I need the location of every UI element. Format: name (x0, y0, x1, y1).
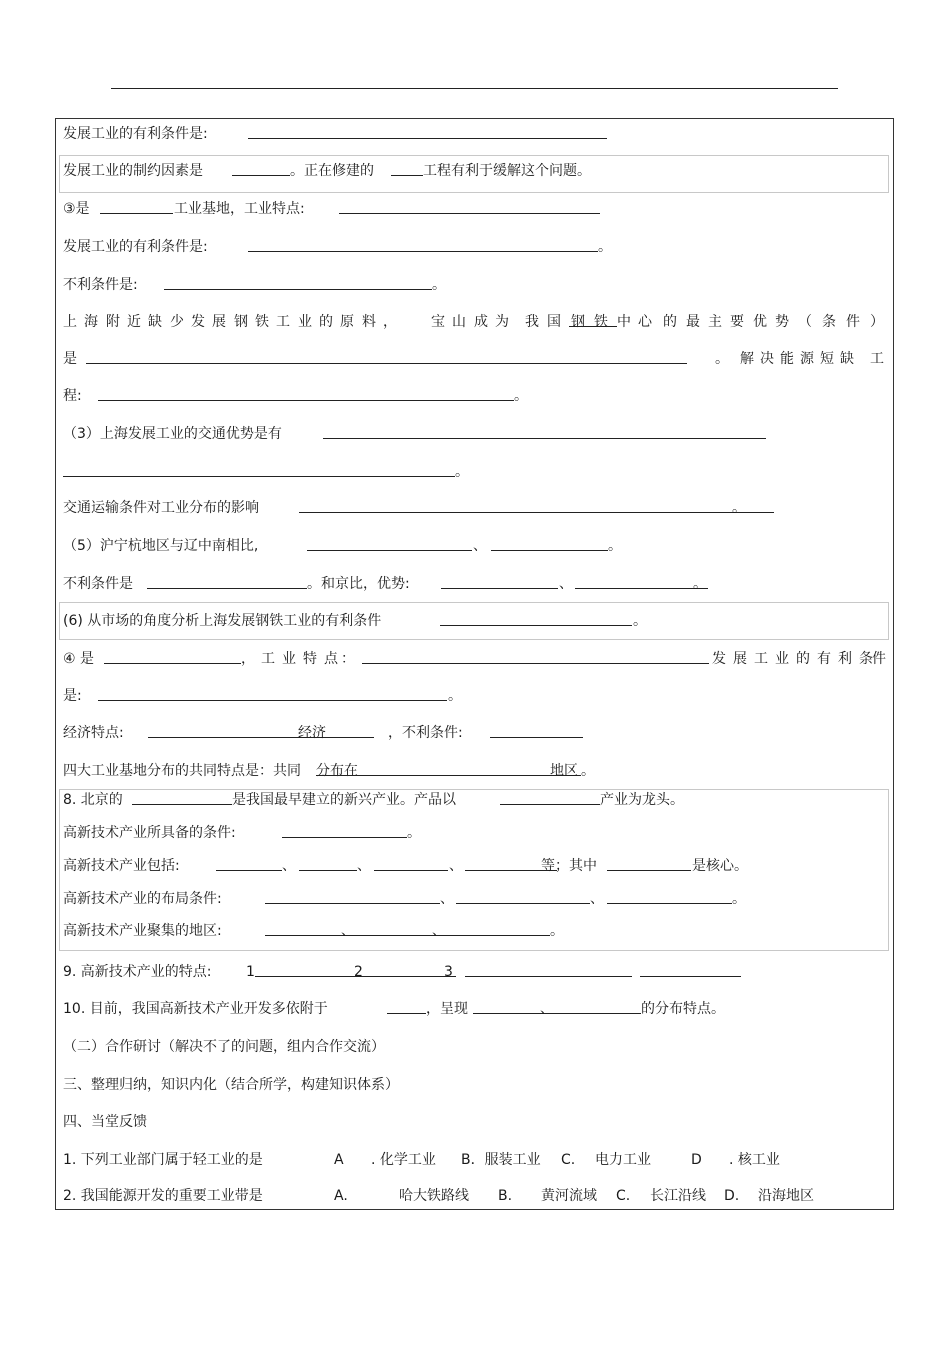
blank[interactable] (148, 723, 374, 738)
label: 。 (693, 576, 707, 592)
char: 心 (638, 314, 652, 330)
blank[interactable] (607, 889, 732, 904)
label: （3）上海发展工业的交通优势是有 (63, 426, 282, 442)
char: 发 (712, 651, 726, 667)
label: 高新技术产业包括: (63, 858, 180, 874)
label: 。 (598, 239, 612, 255)
char: 的 (663, 314, 677, 330)
row-18 (63, 761, 886, 781)
blank[interactable] (132, 790, 232, 805)
blank[interactable] (316, 761, 581, 776)
row-7 (63, 349, 886, 369)
char: 成 (474, 314, 488, 330)
char: 钢 (234, 314, 248, 330)
label: 等；其中 (541, 858, 597, 874)
char: 点 (324, 651, 338, 667)
blank[interactable] (86, 349, 687, 364)
blank[interactable] (307, 536, 472, 551)
blank[interactable] (387, 999, 426, 1014)
char: ： (341, 651, 355, 667)
row-16 (63, 686, 886, 706)
row-1 (63, 124, 886, 144)
blank[interactable] (265, 889, 440, 904)
blank[interactable] (440, 611, 632, 626)
blank[interactable] (490, 723, 583, 738)
char: ） (870, 314, 884, 330)
label: 不利条件是: (63, 277, 138, 293)
blank[interactable] (339, 199, 600, 214)
label: 产业为龙头。 (600, 792, 684, 808)
blank[interactable] (323, 424, 766, 439)
char: 铁 (255, 314, 269, 330)
char: 业 (775, 651, 789, 667)
option-a-letter[interactable]: A. (334, 1188, 348, 1204)
label: 分布在 (316, 763, 358, 779)
label: 8. 北京的 (63, 792, 123, 808)
label: 9. 高新技术产业的特点: (63, 964, 212, 980)
blank[interactable] (248, 124, 607, 139)
char: 短 (820, 351, 834, 367)
row-11 (63, 498, 886, 518)
label: 。 (448, 688, 462, 704)
blank[interactable] (104, 649, 241, 664)
option-a-text[interactable]: 哈大铁路线 (399, 1188, 469, 1204)
row-8 (63, 386, 886, 406)
label: 。 (581, 763, 595, 779)
label: 。 (514, 388, 528, 404)
label: 三、整理归纳，知识内化（结合所学，构建知识体系） (63, 1077, 399, 1093)
char: 业 (298, 314, 312, 330)
blank[interactable] (232, 161, 290, 176)
option-b[interactable]: B．服装工业 (461, 1152, 541, 1168)
label: 高新技术产业的布局条件: (63, 891, 222, 907)
label: 地区 (550, 763, 578, 779)
blank[interactable] (248, 237, 598, 252)
label: 。 (608, 538, 622, 554)
row-5 (63, 275, 886, 295)
row-10 (63, 462, 886, 482)
label: 、 (540, 1001, 554, 1017)
char: 条 (822, 314, 836, 330)
char: 工 (754, 651, 768, 667)
blank[interactable] (391, 161, 423, 176)
char: 上 (63, 314, 77, 330)
label: ，呈现 (426, 1001, 468, 1017)
label: 工业基地，工业特点: (174, 201, 305, 217)
blank[interactable] (265, 921, 550, 936)
option-b-letter[interactable]: B. (498, 1188, 513, 1204)
label: 高新技术产业所具备的条件: (63, 825, 236, 841)
char: 的 (319, 314, 333, 330)
row-27 (63, 1075, 886, 1095)
blank[interactable] (500, 790, 600, 805)
blank[interactable] (465, 962, 632, 977)
char: 附 (106, 314, 120, 330)
row-15 (63, 649, 886, 669)
row-12 (63, 536, 886, 556)
label: 3 (444, 964, 453, 980)
label: 。 (407, 825, 421, 841)
label: 经济 (298, 725, 326, 741)
char: 的 (796, 651, 810, 667)
blank[interactable] (441, 574, 558, 589)
label: 、 (440, 891, 454, 907)
blank[interactable] (164, 275, 432, 290)
label: ④ 是 (63, 651, 95, 667)
char: 发 (191, 314, 205, 330)
option-a-letter[interactable]: A (334, 1152, 344, 1168)
row-6 (63, 312, 886, 332)
char: 工 (870, 351, 884, 367)
label: 。正在修建的 (290, 163, 374, 179)
row-28 (63, 1112, 886, 1132)
label: （二）合作研讨（解决不了的问题，组内合作交流） (63, 1039, 385, 1055)
char: 原 (340, 314, 354, 330)
label: 不利条件是 (63, 576, 133, 592)
label: 、 (341, 923, 355, 939)
char: 源 (800, 351, 814, 367)
label: 、 (357, 858, 371, 874)
label: 。 (550, 923, 564, 939)
label: 交通运输条件对工业分布的影响 (63, 500, 259, 516)
row-14 (63, 611, 886, 631)
label: 的分布特点。 (641, 1001, 725, 1017)
row-20 (63, 823, 886, 843)
option-d-letter[interactable]: D (691, 1152, 702, 1168)
row-4 (63, 237, 886, 257)
blank[interactable] (147, 574, 307, 589)
label: ， (241, 651, 255, 667)
char: 少 (170, 314, 184, 330)
row-3 (63, 199, 886, 219)
label: 2 (354, 964, 363, 980)
char: 件 (846, 314, 860, 330)
label: 。 (432, 277, 446, 293)
char: 中 (617, 314, 631, 330)
row-24 (63, 962, 886, 982)
question-text: 1. 下列工业部门属于轻工业的是 (63, 1152, 263, 1168)
label: 发展工业的有利条件是: (63, 126, 208, 142)
row-2 (63, 161, 886, 181)
char: 我 (525, 314, 539, 330)
blank[interactable] (98, 386, 514, 401)
label: 是: (63, 688, 82, 704)
label: 高新技术产业聚集的地区: (63, 923, 222, 939)
label: 是我国最早建立的新兴产业。产品以 (232, 792, 456, 808)
label: 、 (449, 858, 463, 874)
row-23 (63, 921, 886, 941)
blank[interactable] (282, 823, 407, 838)
char: 利 (838, 651, 852, 667)
blank[interactable] (299, 856, 357, 871)
option-c-text[interactable]: 电力工业 (595, 1152, 651, 1168)
char: 势 (775, 314, 789, 330)
char: 主 (708, 314, 722, 330)
char: 近 (127, 314, 141, 330)
row-17 (63, 723, 886, 743)
char: 最 (686, 314, 700, 330)
label: 工程有利于缓解这个问题。 (423, 163, 591, 179)
label: 、 (559, 576, 573, 592)
label: 是 (63, 351, 77, 367)
char: 条 (859, 651, 873, 667)
label: 、 (590, 891, 604, 907)
char: 料 (362, 314, 376, 330)
char: 业 (282, 651, 296, 667)
row-9 (63, 424, 886, 444)
blank[interactable] (100, 199, 173, 214)
char: 海 (84, 314, 98, 330)
label: 是核心。 (692, 858, 748, 874)
question-text: 2. 我国能源开发的重要工业带是 (63, 1188, 263, 1204)
row-21 (63, 856, 886, 876)
option-a-text[interactable]: . 化学工业 (371, 1152, 436, 1168)
option-c-letter[interactable]: C. (616, 1188, 631, 1204)
blank[interactable] (640, 962, 741, 977)
option-c-text[interactable]: 长江沿线 (650, 1188, 706, 1204)
question-1 (63, 1150, 886, 1170)
char: 工 (261, 651, 275, 667)
row-25 (63, 999, 886, 1019)
label: 程: (63, 388, 82, 404)
label: 。 (633, 613, 647, 629)
blank[interactable] (491, 536, 608, 551)
blank[interactable] (299, 498, 774, 513)
option-d-letter[interactable]: D. (724, 1188, 740, 1204)
char: 缺 (840, 351, 854, 367)
row-13 (63, 574, 886, 594)
row-19 (63, 790, 886, 810)
blank[interactable] (575, 574, 708, 589)
blank[interactable] (98, 686, 447, 701)
option-b-text[interactable]: 黄河流域 (541, 1188, 597, 1204)
char: 展 (212, 314, 226, 330)
char: 宝 (431, 314, 445, 330)
label: 。和京比，优势: (307, 576, 410, 592)
char: 展 (733, 651, 747, 667)
char: 钢 (571, 314, 585, 330)
blank[interactable] (473, 999, 641, 1014)
label: 1 (246, 964, 255, 980)
option-c-letter[interactable]: C. (561, 1152, 576, 1168)
question-2 (63, 1186, 886, 1206)
char: 。 (715, 351, 729, 367)
char: ， (383, 314, 397, 330)
char: 国 (547, 314, 561, 330)
label: ③是 (63, 201, 90, 217)
char: 优 (753, 314, 767, 330)
char: 决 (760, 351, 774, 367)
label: （5）沪宁杭地区与辽中南相比, (63, 538, 259, 554)
char: 工 (276, 314, 290, 330)
header-rule (111, 88, 838, 89)
label: 四大工业基地分布的共同特点是：共同 (63, 763, 301, 779)
blank[interactable] (456, 889, 590, 904)
option-d-text[interactable]: . 核工业 (729, 1152, 780, 1168)
row-22 (63, 889, 886, 909)
label: 、 (432, 923, 446, 939)
label: 发展工业的有利条件是: (63, 239, 208, 255)
label: 经济特点: (63, 725, 124, 741)
char: 解 (740, 351, 754, 367)
blank[interactable] (362, 649, 709, 664)
blank[interactable] (374, 856, 448, 871)
option-d-text[interactable]: 沿海地区 (758, 1188, 814, 1204)
label: 。 (455, 464, 469, 480)
blank[interactable] (607, 856, 691, 871)
char: 为 (495, 314, 509, 330)
label: 发展工业的制约因素是 (63, 163, 203, 179)
char: 要 (730, 314, 744, 330)
label: 。 (732, 891, 746, 907)
label: ，不利条件: (388, 725, 463, 741)
blank[interactable] (216, 856, 282, 871)
char: （ (798, 314, 812, 330)
label: 10. 目前，我国高新技术产业开发多依附于 (63, 1001, 328, 1017)
char: 铁 (594, 314, 608, 330)
label: 、 (282, 858, 296, 874)
label: 、 (473, 538, 487, 554)
blank[interactable] (569, 312, 617, 327)
char: 有 (817, 651, 831, 667)
label: 。 (732, 500, 746, 516)
char: 能 (780, 351, 794, 367)
row-26 (63, 1037, 886, 1057)
char: 山 (452, 314, 466, 330)
char: 缺 (148, 314, 162, 330)
char: 特 (303, 651, 317, 667)
blank[interactable] (63, 462, 455, 477)
label: 四、当堂反馈 (63, 1114, 147, 1130)
char: 件 (872, 651, 886, 667)
label: (6) 从市场的角度分析上海发展钢铁工业的有利条件 (63, 613, 382, 629)
